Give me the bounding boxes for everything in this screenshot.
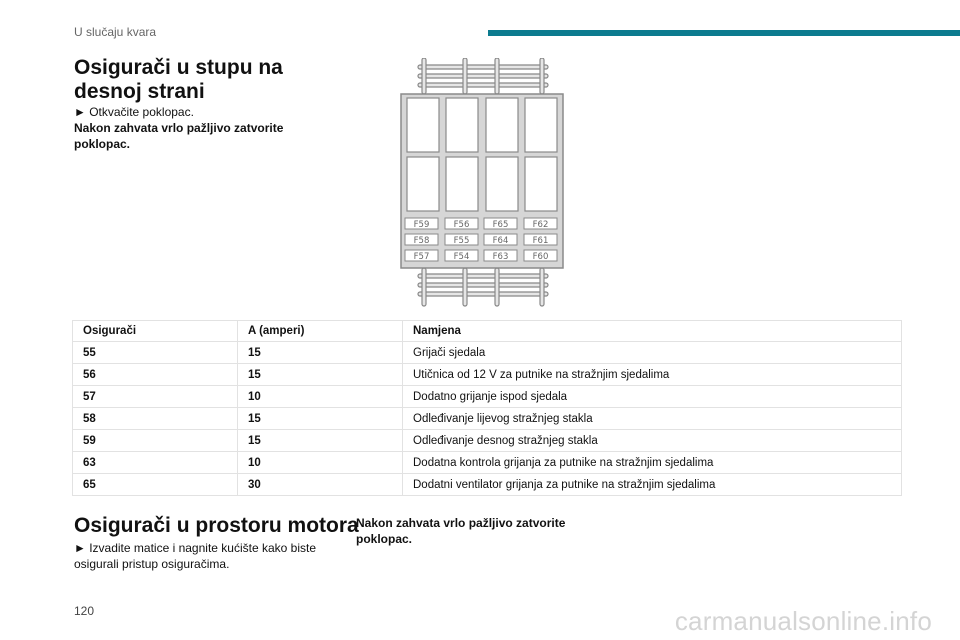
engine-compartment-note: Nakon zahvata vrlo pažljivo zatvorite poklopac.: [356, 516, 566, 546]
table-row: [73, 408, 902, 430]
fuse-amperes: 15: [238, 408, 403, 430]
fuse-number: 63: [73, 452, 238, 474]
fuse-label: F54: [453, 252, 470, 262]
fuse-amperes: 15: [238, 364, 403, 386]
fuse-label: F57: [413, 252, 430, 262]
fuse-number: 57: [73, 386, 238, 408]
fuse-function: Odleđivanje lijevog stražnjeg stakla: [403, 408, 902, 430]
fuse-amperes: 30: [238, 474, 403, 496]
header-accent-bar: [488, 30, 960, 36]
right-pillar-note: Nakon zahvata vrlo pažljivo zatvorite poklopac.: [74, 121, 284, 151]
fuse-number: 58: [73, 408, 238, 430]
fuse-number: 59: [73, 430, 238, 452]
fuse-amperes: 10: [238, 386, 403, 408]
fuse-function: Dodatni ventilator grijanja za putnike na stražnjim sjedalima: [403, 474, 902, 496]
table-row: [73, 452, 902, 474]
fuse-label: F63: [492, 252, 509, 262]
fuse-number: 56: [73, 364, 238, 386]
column-header-function: Namjena: [403, 321, 902, 342]
fuse-number: 55: [73, 342, 238, 364]
fuse-label: F56: [453, 220, 470, 230]
engine-compartment-step: ► Izvadite matice i nagnite kućište kako biste osigurali pristup osiguračima.: [74, 541, 316, 571]
table-row: [73, 474, 902, 496]
fuse-label: F59: [413, 220, 430, 230]
right-pillar-title: Osigurači u stupu na desnoj strani: [74, 56, 283, 103]
section-header: U slučaju kvara: [74, 25, 157, 39]
table-row: [73, 386, 902, 408]
fuse-amperes: 10: [238, 452, 403, 474]
right-pillar-instructions: [74, 104, 314, 152]
fuse-function: Dodatna kontrola grijanja za putnike na stražnjim sjedalima: [403, 452, 902, 474]
fuse-label: F61: [532, 236, 549, 246]
table-row: [73, 364, 902, 386]
fuse-number: 65: [73, 474, 238, 496]
fuse-function: Utičnica od 12 V za putnike na stražnjim sjedalima: [403, 364, 902, 386]
fuse-function: Grijači sjedala: [403, 342, 902, 364]
fuse-amperes: 15: [238, 342, 403, 364]
fuse-amperes: 15: [238, 430, 403, 452]
fuse-label: F64: [492, 236, 509, 246]
fuse-function: Dodatno grijanje ispod sjedala: [403, 386, 902, 408]
column-header-amperes: A (amperi): [238, 321, 403, 342]
fuse-label: F58: [413, 236, 430, 246]
fuse-label: F65: [492, 220, 509, 230]
page-number: 120: [74, 604, 95, 618]
table-header-row: [73, 321, 902, 342]
fuse-label: F60: [532, 252, 549, 262]
fuse-table: [72, 320, 902, 496]
fuse-function: Odleđivanje desnog stražnjeg stakla: [403, 430, 902, 452]
right-pillar-step: ► Otkvačite poklopac.: [74, 105, 194, 119]
table-row: [73, 342, 902, 364]
column-header-fuse: Osigurači: [73, 321, 238, 342]
watermark: carmanualsonline.info: [674, 606, 932, 636]
fuse-label: F62: [532, 220, 549, 230]
fuse-box-diagram: [400, 58, 566, 308]
table-row: [73, 430, 902, 452]
engine-compartment-title: Osigurači u prostoru motora: [74, 514, 359, 537]
fuse-label: F55: [453, 236, 470, 246]
